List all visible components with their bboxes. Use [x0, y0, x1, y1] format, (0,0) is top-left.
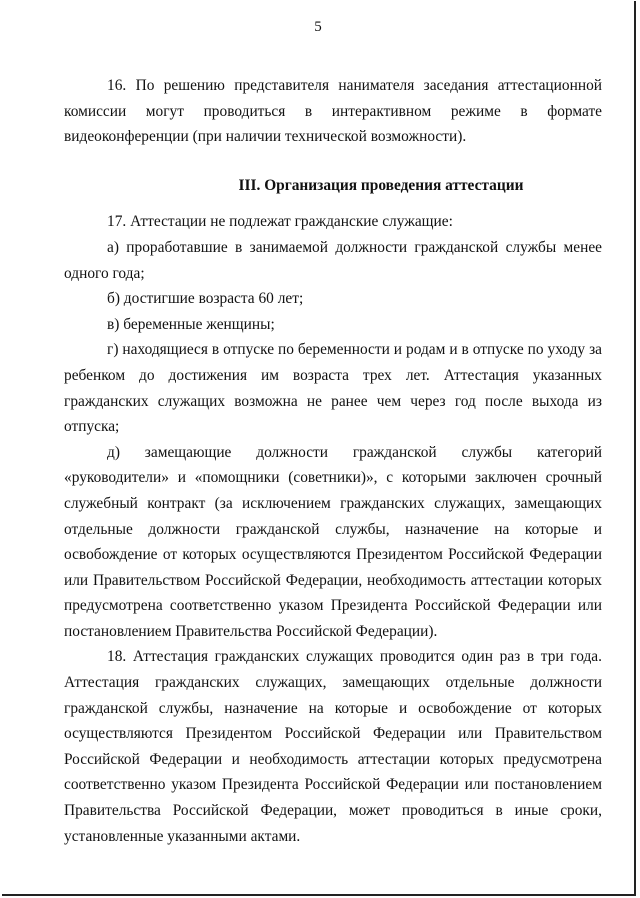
paragraph-17-b: б) достигшие возраста 60 лет;: [107, 290, 304, 308]
paragraph-17-v: в) беременные женщины;: [107, 315, 275, 333]
page-content: [64, 73, 602, 849]
paragraph-16: 16. По решению представителя нанимателя заседания аттестационной комиссии могут проводиться в интерактивном режиме в формате видеоконференции (при наличии технической возможности).: [64, 77, 602, 146]
paragraph-17-a: а) проработавшие в занимаемой должности гражданской службы менее одного года;: [64, 238, 602, 282]
paragraph-17-g: г) находящиеся в отпуске по беременности и родам и в отпуске по уходу за ребенком до достижения им возраста трех лет. Аттестация указанных гражданских служащих возможна не ранее чем через год после выхода из отпуска;: [64, 341, 602, 436]
paragraph-18: 18. Аттестация гражданских служащих проводится один раз в три года. Аттестация гражданских служащих, замещающих отдельные должности гражданской службы, назначение на которые и освобождение от которых осуществляются Президентом Российской Федерации или Правительством Российской Федерации и необходимость аттестации которых предусмотрена соответственно указом Президента Российской Федерации или постановлением Правительства Российской Федерации, может проводиться в иные сроки, установленные указанными актами.: [64, 648, 602, 845]
page-number: 5: [314, 19, 322, 35]
section-heading: III. Организация проведения аттестации: [238, 176, 524, 194]
paragraph-17: 17. Аттестации не подлежат гражданские служащие:: [107, 213, 453, 231]
paragraph-17-d: д) замещающие должности гражданской службы категорий «руководители» и «помощники (советники)», с которыми заключен срочный служебный контракт (за исключением гражданских служащих, замещающих отдельные должности гражданской службы, назначение на которые и освобождение от которых осуществляются Президентом Российской Федерации или Правительством Российской Федерации, необходимость аттестации которых предусмотрена соответственно указом Президента Российской Федерации или постановлением Правительства Российской Федерации).: [64, 443, 602, 640]
document-page: [2, 1, 636, 896]
